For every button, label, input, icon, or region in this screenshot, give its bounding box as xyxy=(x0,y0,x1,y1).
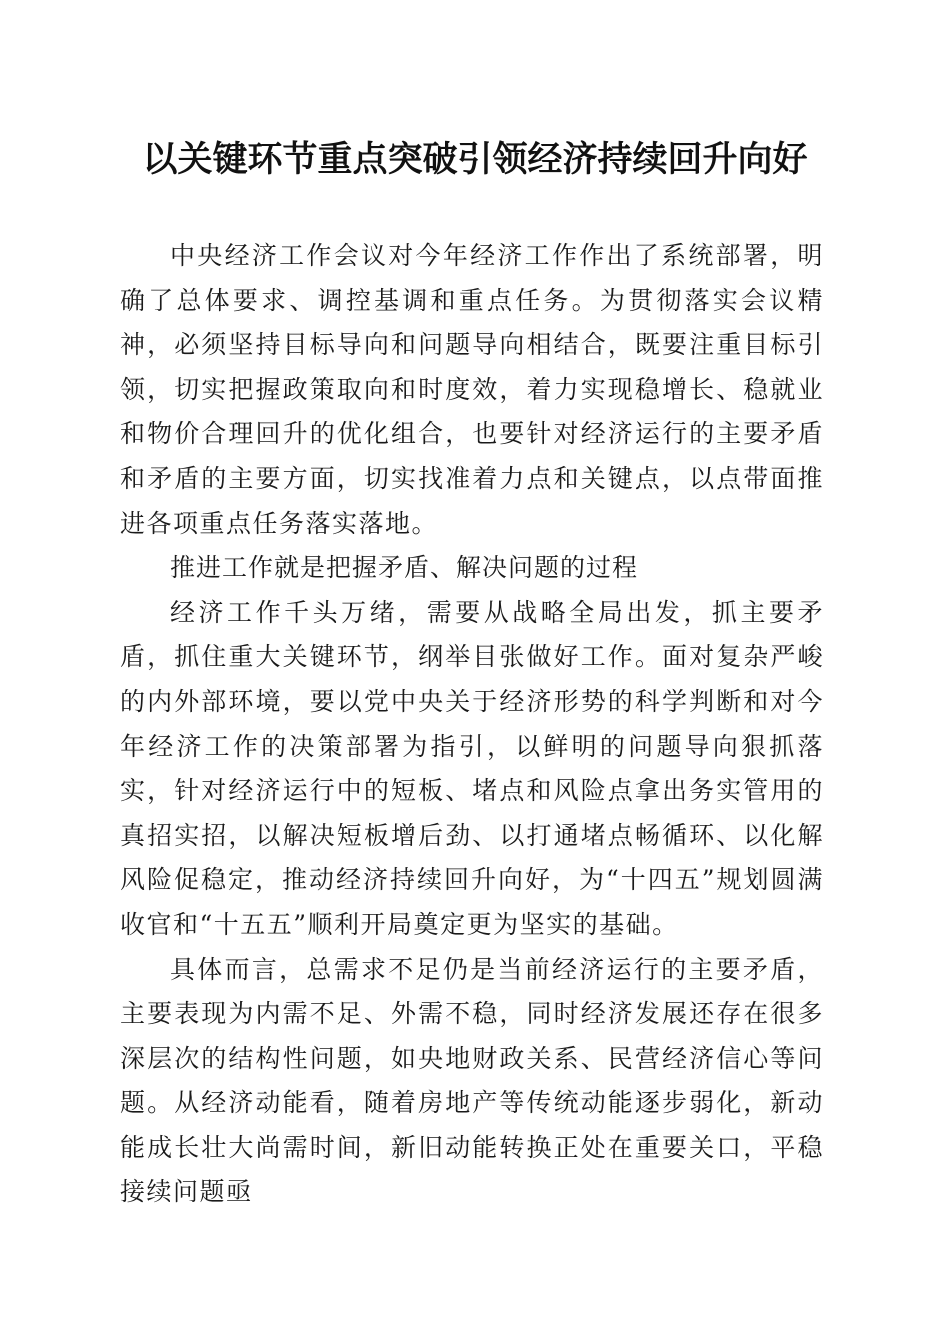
document-title: 以关键环节重点突破引领经济持续回升向好 xyxy=(142,139,808,180)
paragraph-economic-work: 经济工作千头万绪，需要从战略全局出发，抓主要矛盾，抓住重大关键环节，纲举目张做好工作。面对复杂严峻的内外部环境，要以党中央关于经济形势的科学判断和对今年经济工作的决策部署为指引，以鲜明的问题导向狠抓落实，针对经济运行中的短板、堵点和风险点拿出务实管用的真招实招，以解决短板增后劲、以打通堵点畅循环、以化解风险促稳定，推动经济持续回升向好，为“十四五”规划圆满收官和“十五五”顺利开局奠定更为坚实的基础。 xyxy=(120,597,824,939)
paragraph-specifics: 具体而言，总需求不足仍是当前经济运行的主要矛盾，主要表现为内需不足、外需不稳，同时经济发展还存在很多深层次的结构性问题，如央地财政关系、民营经济信心等问题。从经济动能看，随着房地产等传统动能逐步弱化，新动能成长壮大尚需时间，新旧动能转换正处在重要关口，平稳接续问题亟 xyxy=(120,954,824,1207)
document-body xyxy=(120,234,824,1215)
paragraph-intro: 中央经济工作会议对今年经济工作作出了系统部署，明确了总体要求、调控基调和重点任务。为贯彻落实会议精神，必须坚持目标导向和问题导向相结合，既要注重目标引领，切实把握政策取向和时度效，着力实现稳增长、稳就业和物价合理回升的优化组合，也要针对经济运行的主要矛盾和矛盾的主要方面，切实找准着力点和关键点，以点带面推进各项重点任务落实落地。 xyxy=(120,241,824,538)
section-heading: 推进工作就是把握矛盾、解决问题的过程 xyxy=(170,553,639,583)
